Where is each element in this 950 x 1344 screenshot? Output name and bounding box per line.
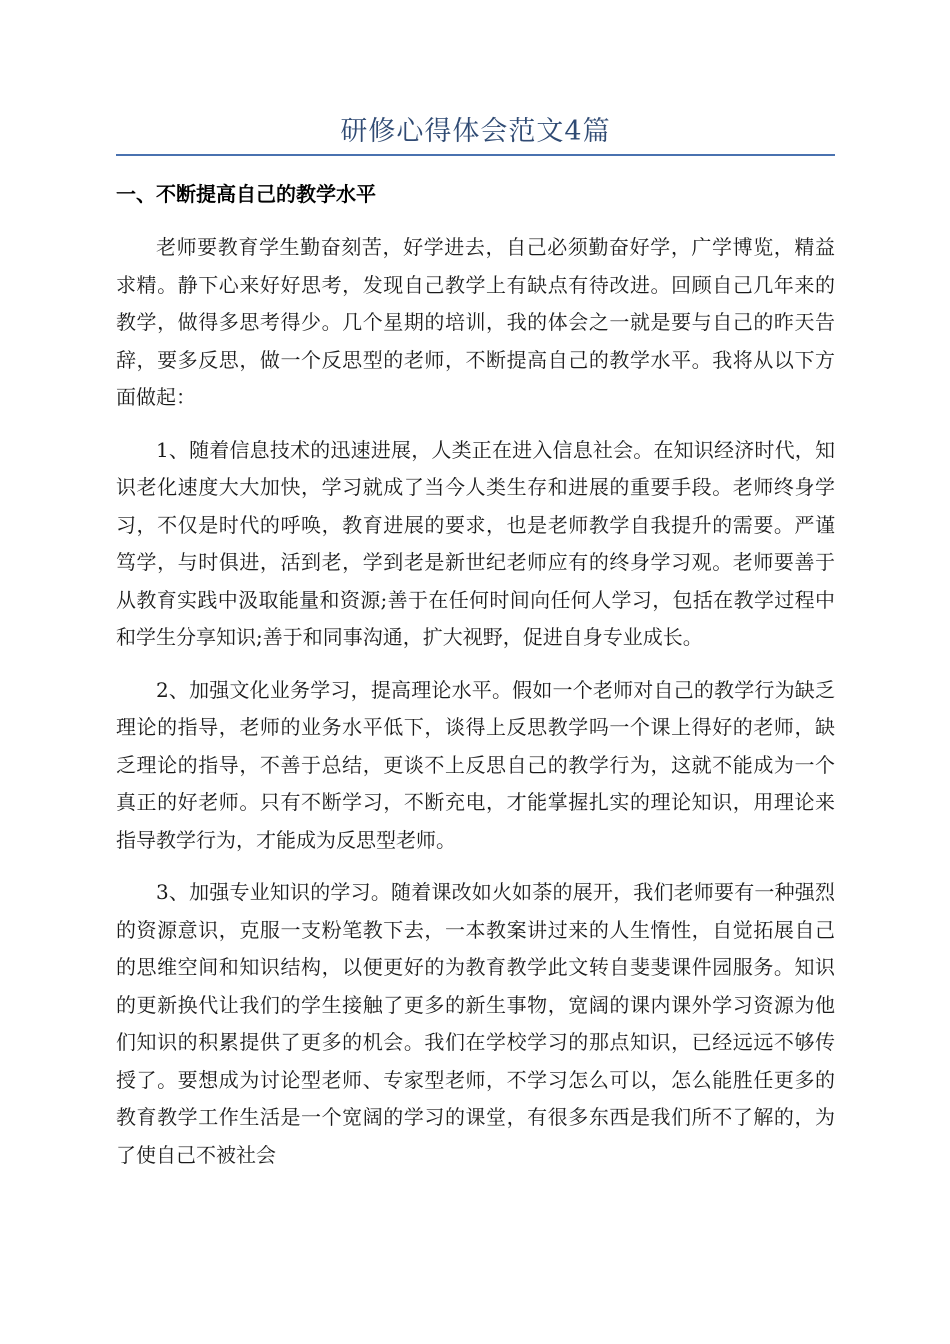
document-title: 研修心得体会范文4篇 (340, 116, 611, 147)
paragraph-point-3: 3、加强专业知识的学习。随着课改如火如荼的展开，我们老师要有一种强烈的资源意识，克服一支粉笔教下去，一本教案讲过来的人生惰性，自觉拓展自己的思维空间和知识结构，以便更好的为教育教学此文转自斐斐课件园服务。知识的更新换代让我们的学生接触了更多的新生事物，宽阔的课内课外学习资源为他们知识的积累提供了更多的机会。我们在学校学习的那点知识，已经远远不够传授了。要想成为讨论型老师、专家型老师，不学习怎么可以，怎么能胜任更多的教育教学工作生活是一个宽阔的学习的课堂，有很多东西是我们所不了解的，为了使自己不被社会 (116, 880, 835, 1167)
paragraph-intro: 老师要教育学生勤奋刻苦，好学进去，自己必须勤奋好学，广学博览，精益求精。静下心来好好思考，发现自己教学上有缺点有待改进。回顾自己几年来的教学，做得多思考得少。几个星期的培训，我的体会之一就是要与自己的昨天告辞，要多反思，做一个反思型的老师，不断提高自己的教学水平。我将从以下方面做起： (116, 235, 835, 409)
title-underline (116, 154, 835, 156)
paragraph-point-2: 2、加强文化业务学习，提高理论水平。假如一个老师对自己的教学行为缺乏理论的指导，老师的业务水平低下，谈得上反思教学吗一个课上得好的老师，缺乏理论的指导，不善于总结，更谈不上反思自己的教学行为，这就不能成为一个真正的好老师。只有不断学习，不断充电，才能掌握扎实的理论知识，用理论来指导教学行为，才能成为反思型老师。 (116, 677, 835, 852)
document-body (116, 176, 835, 1189)
section-heading: 一、不断提高自己的教学水平 (116, 182, 376, 206)
paragraph-point-1: 1、随着信息技术的迅速进展，人类正在进入信息社会。在知识经济时代，知识老化速度大大加快，学习就成了当今人类生存和进展的重要手段。老师终身学习，不仅是时代的呼唤，教育进展的要求，也是老师教学自我提升的需要。严谨笃学，与时俱进，活到老，学到老是新世纪老师应有的终身学习观。老师要善于从教育实践中汲取能量和资源;善于在任何时间向任何人学习，包括在教学过程中和学生分享知识;善于和同事沟通，扩大视野，促进自身专业成长。 (116, 437, 835, 649)
